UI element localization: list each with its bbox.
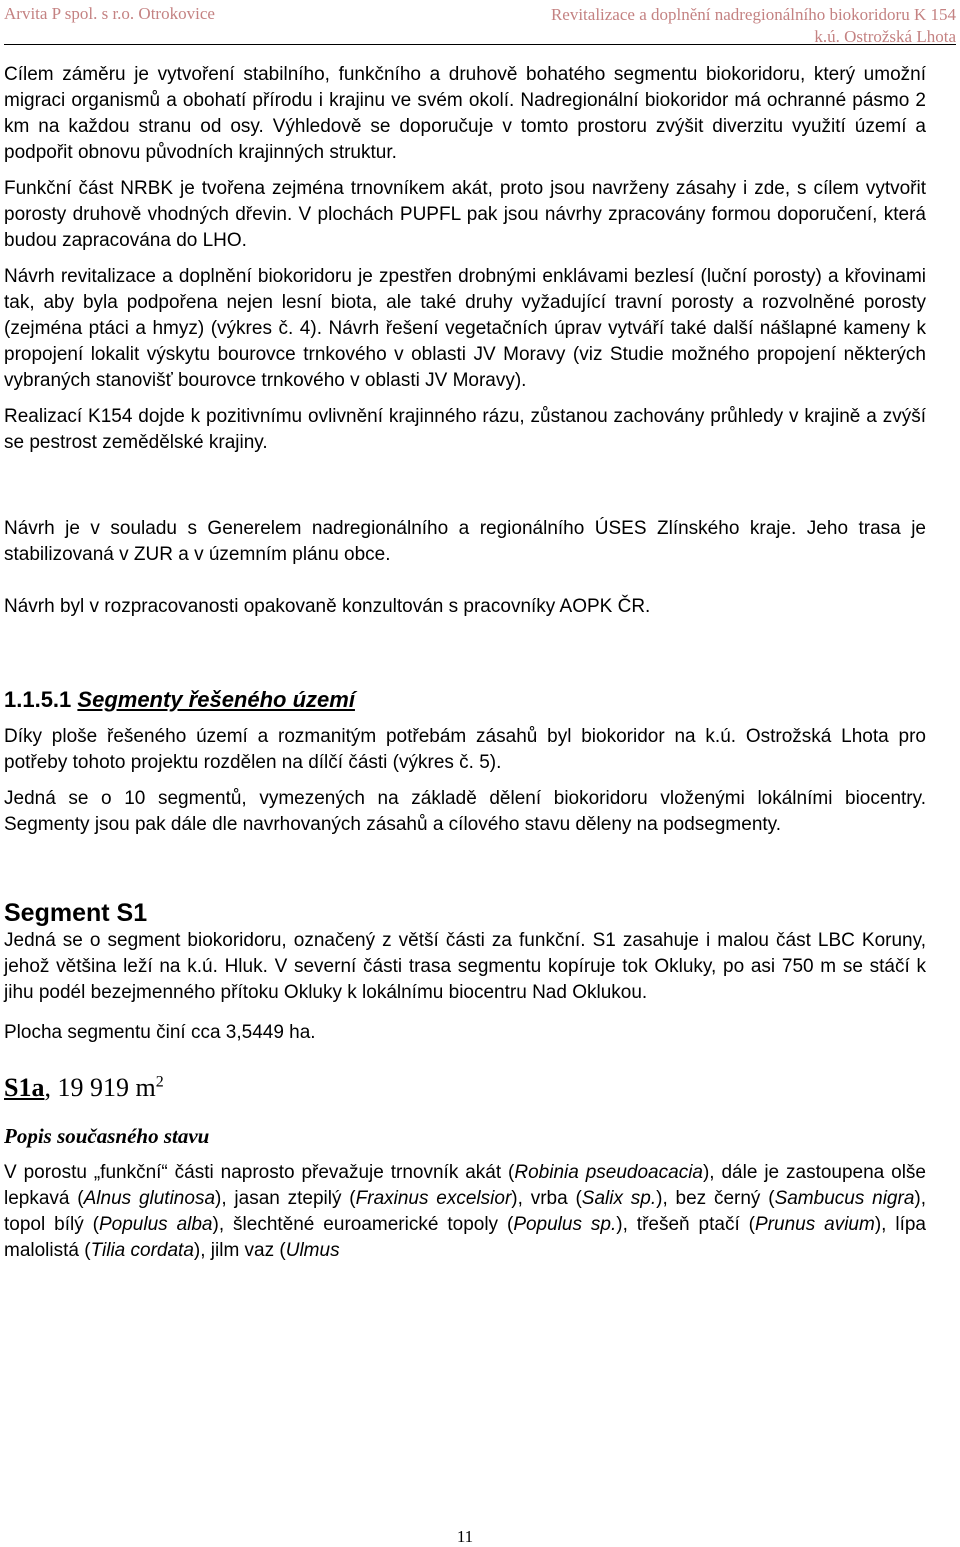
paragraph-goal: Cílem záměru je vytvoření stabilního, funkčního a druhově bohatého segmentu biokoridoru, který umožní migraci organismů a obohatí přírodu i krajinu ve svém okolí. Nadregionální biokoridor má ochranné pásmo 2 km na každou stranu od osy. Výhledově se doporučuje v tomto prostoru zvýšit diverzitu využití území a podpořit obnovu původních krajinných struktur. [4, 64, 926, 163]
current-state-heading: Popis současného stavu [4, 1124, 210, 1148]
text-run: ), jasan ztepilý ( [215, 1188, 356, 1209]
text-run: ), šlechtěné euroamerické topoly ( [212, 1214, 514, 1235]
paragraph-segments-intro: Díky ploše řešeného území a rozmanitým potřebám zásahů byl biokoridor na k.ú. Ostrožská Lhota pro potřeby tohoto projektu rozdělen na dílčí části (výkres č. 5). [4, 726, 926, 773]
page-number: 11 [456, 1527, 474, 1546]
header-cadastral-area: k.ú. Ostrožská Lhota [814, 27, 956, 46]
text-run: ), jilm vaz ( [193, 1240, 286, 1261]
text-run: ), dále je zastoupena olše lepkavá ( [4, 1162, 927, 1209]
species-name: Salix sp. [581, 1188, 657, 1209]
species-name: Populus alba [98, 1214, 213, 1235]
page-content [4, 62, 926, 1264]
paragraph-compliance: Návrh je v souladu s Generelem nadregionálního a regionálního ÚSES Zlínského kraje. Jeho trasa je stabilizovaná v ZUR a v územním plánu obce. [4, 518, 926, 565]
header-company: Arvita P spol. s r.o. Otrokovice [4, 4, 215, 23]
section-heading [4, 686, 926, 714]
text-run: ), lípa malolistá ( [4, 1214, 927, 1261]
species-name: Robinia pseudoacacia [514, 1162, 703, 1183]
paragraph-revitalization: Návrh revitalizace a doplnění biokoridoru je zpestřen drobnými enklávami bezlesí (luční porosty) a křovinami tak, aby byla podpořena nejen lesní biota, ale také druhy vyžadující travní porosty a rozvolněné porosty (zejména ptáci a hmyz) (výkres č. 4). Návrh řešení vegetačních úprav vytváří také další nášlapné kameny k propojení lokalit výskytu bourovce trnkového v oblasti JV Moravy (viz Studie možného propojení některých vybraných stanovišť bourovce trnkového v oblasti JV Moravy). [4, 266, 926, 391]
paragraph-segments-count: Jedná se o 10 segmentů, vymezených na základě dělení biokoridoru vloženými lokálními biocentry. Segmenty jsou pak dále dle navrhovaných zásahů a cílového stavu děleny na podsegmenty. [4, 788, 926, 835]
header-project-title: Revitalizace a doplnění nadregionálního biokoridoru K 154 [550, 5, 956, 24]
paragraph-segment-area: Plocha segmentu činí cca 3,5449 ha. [4, 1022, 316, 1043]
text-run: ), topol bílý ( [4, 1188, 926, 1235]
species-name: Fraxinus excelsior [355, 1188, 512, 1209]
text-run: ), třešeň ptačí ( [616, 1214, 755, 1235]
subsegment-code: S1a [4, 1073, 45, 1102]
header-project [551, 4, 956, 48]
text-run: V porostu „funkční“ části naprosto převažuje trnovník akát ( [4, 1162, 515, 1183]
species-name: Tilia cordata [90, 1240, 194, 1261]
species-name: Alnus glutinosa [83, 1188, 216, 1209]
text-run: ), bez černý ( [656, 1188, 775, 1209]
species-name: Populus sp. [513, 1214, 617, 1235]
subsegment-heading [4, 1072, 926, 1104]
paragraph-current-state [4, 1160, 926, 1264]
subsegment-area-exponent: 2 [155, 1073, 164, 1091]
page-header [4, 2, 956, 45]
text-run: ), vrba ( [511, 1188, 582, 1209]
subsegment-area: , 19 919 m [44, 1073, 156, 1102]
paragraph-consultation: Návrh byl v rozpracovanosti opakovaně konzultován s pracovníky AOPK ČR. [4, 596, 651, 617]
paragraph-functional-part: Funkční část NRBK je tvořena zejména trnovníkem akát, proto jsou navrženy zásahy i zde, s cílem vytvořit porosty druhově vhodných dřevin. V plochách PUPFL pak jsou návrhy zpracovány formou doporučení, která budou zapracována do LHO. [4, 178, 926, 251]
paragraph-segment-description: Jedná se o segment biokoridoru, označený z větší části za funkční. S1 zasahuje i malou část LBC Koruny, jehož většina leží na k.ú. Hluk. V severní části trasa segmentu kopíruje tok Okluky, po asi 750 m se stáčí k jihu podél bezejmenného přítoku Okluky k lokálnímu biocentru Nad Oklukou. [4, 930, 926, 1003]
section-title: Segmenty řešeného území [77, 687, 355, 712]
paragraph-landscape: Realizací K154 dojde k pozitivnímu ovlivnění krajinného rázu, zůstanou zachovány průhledy v krajině a zvýší se pestrost zemědělské krajiny. [4, 406, 926, 453]
section-number: 1.1.5.1 [4, 687, 72, 712]
species-name: Ulmus [285, 1240, 340, 1261]
segment-heading: Segment S1 [4, 899, 148, 927]
species-name: Sambucus nigra [774, 1188, 915, 1209]
species-name: Prunus avium [755, 1214, 875, 1235]
